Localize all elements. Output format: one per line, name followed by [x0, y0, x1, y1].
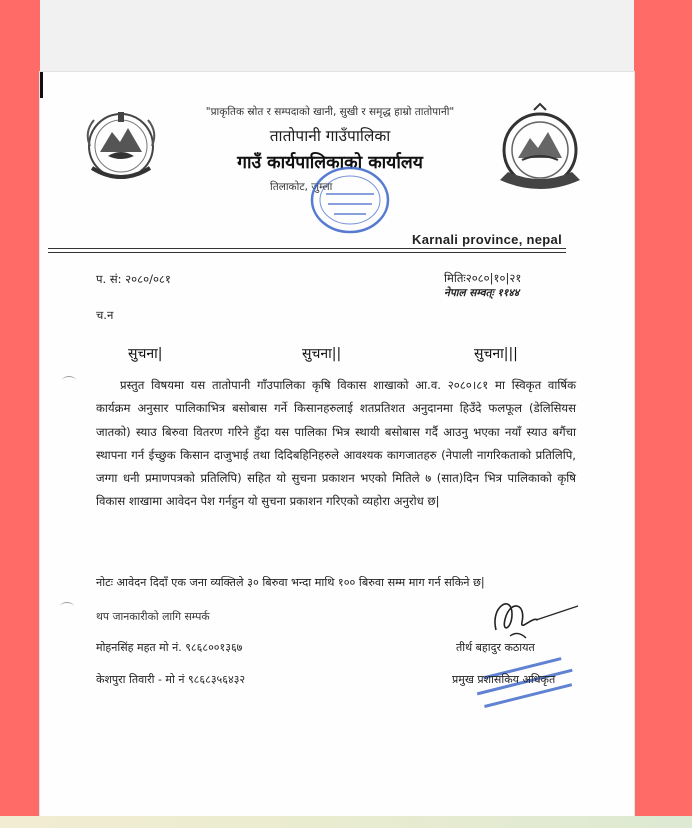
office-name: गाउँ कार्यपालिकाको कार्यालय [237, 153, 423, 173]
punch-hole-mark [62, 376, 76, 385]
province-label: Karnali province, nepal [412, 232, 562, 247]
nepal-emblem-icon [78, 102, 164, 186]
header-rule-secondary [48, 252, 566, 253]
scan-edge-mark [40, 72, 43, 98]
note: नोटः आवेदन दिदाँ एक जना व्यक्तिले ३० बिरुवा भन्दा माथि १०० बिरुवा सम्म माग गर्न सकिने छ| [96, 576, 485, 589]
viewer-top-margin [40, 0, 634, 72]
date: मितिः२०८०|१०|२१ [444, 271, 522, 285]
municipality-name: तातोपानी गाउँपालिका [269, 127, 391, 145]
punch-hole-mark [60, 602, 74, 611]
office-location: तिलाकोट, जुम्ला [270, 181, 333, 193]
document-page [40, 72, 634, 816]
round-stamp-icon [308, 164, 392, 236]
motto: "प्राकृतिक स्रोत र सम्पदाको खानी, सुखी र समृद्ध हाम्रो तातोपानी" [205, 106, 455, 118]
notice-heading-1: सुचना| [128, 346, 163, 362]
viewer-bottom-bar [0, 816, 692, 828]
contact-item: केशपुरा तिवारी - मो नं ९८६८३५६४३२ [96, 673, 246, 686]
nepal-sambat-date: नेपाल सम्वत्ः ११४४ [444, 287, 520, 299]
header-rule [48, 248, 566, 249]
contact-item: मोहनसिंह महत मो नं. ९८६८००१३६७ [96, 641, 243, 654]
reference-number: प. सं: २०८०/०८१ [96, 272, 171, 286]
signer-post: प्रमुख प्रशासकिय अधिकृत [452, 673, 556, 686]
notice-heading-3: सुचना||| [474, 346, 518, 362]
municipality-seal-icon [492, 102, 588, 194]
contact-title: थप जानकारीको लागि सम्पर्क [96, 610, 210, 623]
handwritten-signature [482, 586, 582, 648]
signer-name: तीर्थ बहादुर कठायत [456, 641, 535, 654]
notice-heading-2: सुचना|| [302, 346, 342, 362]
notice-body: प्रस्तुत विषयमा यस तातोपानी गाँउपालिका कृषि विकास शाखाको आ.व. २०८०।८१ मा स्विकृत वार्षिक कार्यक्रम अनुसार पालिकाभित्र बसोबास गर्ने किसानहरुलाई शतप्रतिशत अनुदानमा हिउँदे फलफूल (डेलिसियस जातको) स्याउ बिरुवा वितरण गरिने हुँदा यस पालिका भित्र स्थायी बसोबास गर्दै आउनु भएका नयाँ स्याउ बगैंचा स्थापना गर्न ईच्छुक किसान दाजुभाई तथा दिदिबहिनिहरुले आवश्यक कागजातहरु (नेपाली नागरिकताको प्रतिलिपि, जग्गा धनी प्रमाणपत्रको प्रतिलिपि) सहित यो सुचना प्रकाशन भएको मितिले ७ (सात)दिन भित्र पालिकाको कृषि विकास शाखामा आवेदन पेश गर्नहुन यो सुचना प्रकाशन गरिएको व्यहोरा अनुरोध छ| [96, 378, 576, 509]
dispatch-number: च.न [96, 308, 114, 322]
